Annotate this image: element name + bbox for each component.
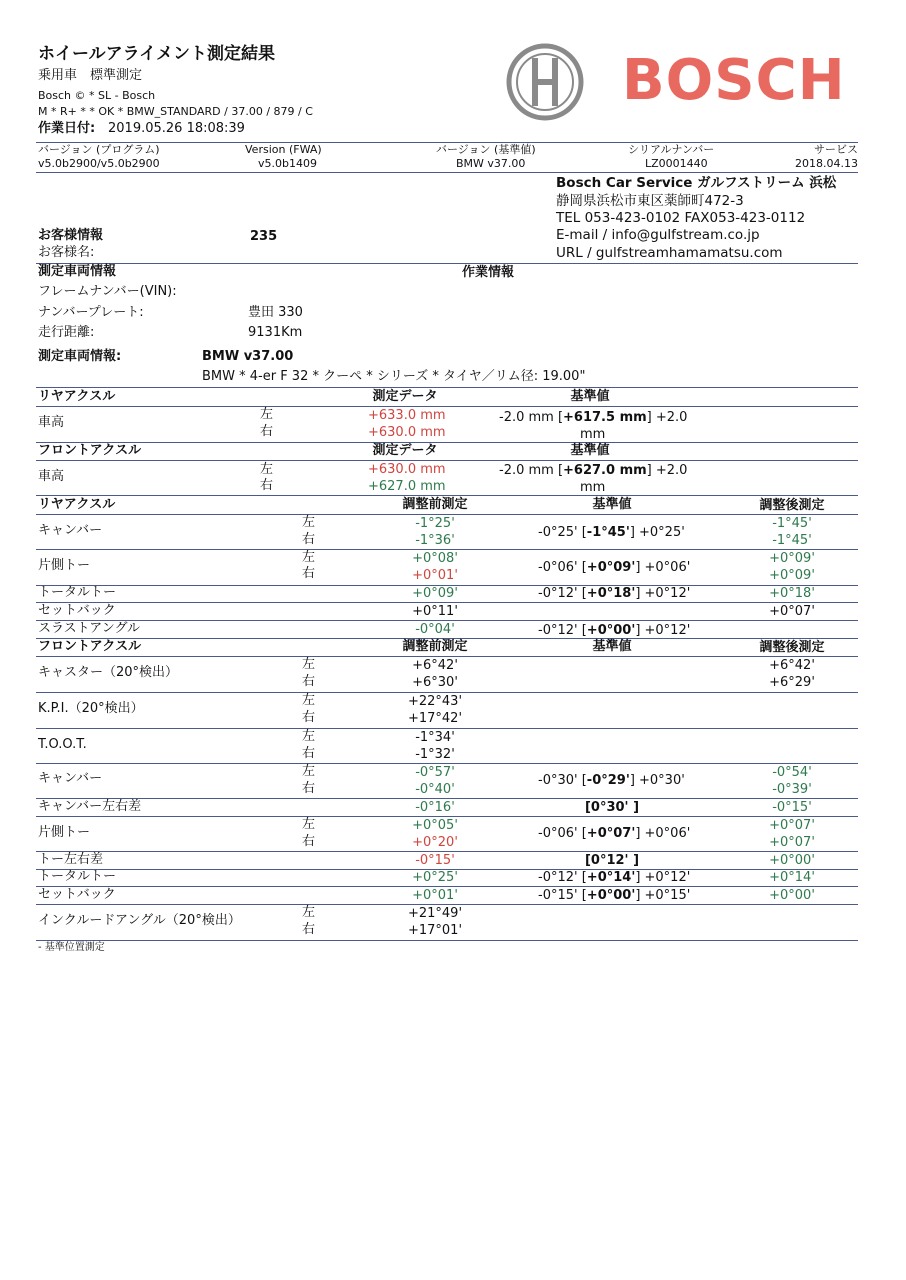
front-ride-height-right: +627.0 mm [368,479,446,494]
right-label: 右 [302,710,316,725]
left-label: 左 [302,729,316,744]
ride-height-spec-header: 基準値 [570,389,610,404]
left-label: 左 [302,657,316,672]
ride-height-spec-header-front: 基準値 [570,443,610,458]
divider [36,514,858,515]
service-label: サービス [814,143,858,156]
front-included-angle-left: +21°49' [407,906,463,921]
customer-info-label: お客様情報 [38,228,104,243]
rear-total-toe-label: トータルトー [38,585,117,600]
work-date-label: 作業日付: [38,121,96,136]
mileage-label: 走行距離: [38,325,95,340]
rear-axle-label: リヤアクスル [38,497,116,512]
front-toe-after-left: +0°07' [769,818,815,833]
divider [36,851,858,852]
right-label: 右 [302,532,316,547]
rear-thrust-label: スラストアングル [38,621,141,636]
serial-number-label: シリアルナンバー [628,143,715,156]
front-camber-after-left: -0°54' [772,765,812,780]
ride-height-rear-row-label: 車高 [38,415,65,430]
rear-total-toe-spec: -0°12' [+0°18'] +0°12' [538,586,691,601]
rear-camber-label: キャンバー [38,523,103,538]
rear-camber-after-left: -1°45' [772,516,812,531]
front-camber-left: -0°57' [415,765,455,780]
work-info-label: 作業情報 [462,265,515,280]
right-label: 右 [302,674,316,689]
front-toot-right: -1°32' [415,747,455,762]
divider [36,602,858,603]
left-label: 左 [302,817,316,832]
front-setback-label: セットバック [38,887,116,902]
ride-height-measured-header: 測定データ [372,389,438,404]
vehicle-spec-value: BMW v37.00 [202,349,294,364]
left-label: 左 [302,515,316,530]
rear-toe-left: +0°08' [412,551,458,566]
front-ride-height-spec: -2.0 mm [+627.0 mm] +2.0 [499,463,688,478]
customer-info-value: 235 [250,229,278,244]
rear-total-toe-after: +0°18' [769,586,815,601]
front-camber-diff-spec: [0°30' ] [584,800,640,815]
front-ride-height-spec-unit: mm [580,480,606,495]
front-included-angle-label: インクルードアングル（20°検出） [38,913,241,928]
ride-height-measured-header-front: 測定データ [372,443,438,458]
right-label: 右 [302,834,316,849]
vehicle-info-label: 測定車両情報 [38,264,117,279]
bosch-armature-logo-icon [505,42,585,122]
divider [36,763,858,764]
divider [36,886,858,887]
rear-ride-height-left: +633.0 mm [368,408,446,423]
rear-ride-height-right: +630.0 mm [368,425,446,440]
version-spec-label: バージョン (基準値) [436,143,536,156]
rear-total-toe-value: +0°09' [412,586,458,601]
front-caster-right: +6°30' [412,675,458,690]
rear-spec-header: 基準値 [592,497,632,512]
report-subtitle: 乗用車 標準測定 [38,68,143,83]
header-line-1: Bosch © * SL - Bosch [38,89,156,102]
left-label: 左 [260,462,274,477]
rear-camber-spec: -0°25' [-1°45'] +0°25' [538,525,685,540]
front-total-toe-value: +0°25' [412,870,458,885]
left-label: 左 [302,905,316,920]
right-label: 右 [302,566,316,581]
right-label: 右 [302,922,316,937]
right-label: 右 [260,478,274,493]
divider [36,263,858,264]
divider [36,406,858,407]
service-value: 2018.04.13 [795,157,858,170]
left-label: 左 [302,764,316,779]
front-ride-height-left: +630.0 mm [368,462,446,477]
shop-tel: TEL 053-423-0102 FAX053-423-0112 [556,210,806,226]
rear-after-header: 調整後測定 [759,498,825,513]
divider [36,460,858,461]
divider [36,549,858,550]
divider [36,692,858,693]
shop-address: 静岡県浜松市東区薬師町472-3 [556,193,744,209]
front-setback-value: +0°01' [412,888,458,903]
divider [36,620,858,621]
rear-camber-left: -1°25' [415,516,455,531]
front-toe-spec: -0°06' [+0°07'] +0°06' [538,826,691,841]
front-toe-right: +0°20' [412,835,458,850]
front-toe-diff-after: +0°00' [769,853,815,868]
plate-label: ナンバープレート: [38,305,144,320]
plate-value: 豊田 330 [248,305,303,320]
ride-height-front-row-label: 車高 [38,469,65,484]
front-camber-label: キャンバー [38,771,103,786]
rear-ride-height-spec: -2.0 mm [+617.5 mm] +2.0 [499,410,688,425]
front-setback-spec: -0°15' [+0°00'] +0°15' [538,888,691,903]
front-toe-diff-spec: [0°12' ] [584,853,640,868]
divider [36,904,858,905]
rear-camber-after-right: -1°45' [772,533,812,548]
version-program-value: v5.0b2900/v5.0b2900 [38,157,160,170]
customer-name-label: お客様名: [38,245,95,260]
divider [36,172,858,173]
front-toot-left: -1°34' [415,730,455,745]
front-camber-right: -0°40' [415,782,455,797]
front-caster-left: +6°42' [412,658,458,673]
left-label: 左 [260,407,274,422]
version-spec-value: BMW v37.00 [456,157,526,170]
rear-setback-label: セットバック [38,603,116,618]
header-line-2: M * R+ * * OK * BMW_STANDARD / 37.00 / 879 / C [38,105,313,118]
rear-setback-after: +0°07' [769,604,815,619]
front-setback-after: +0°00' [769,888,815,903]
front-toe-left: +0°05' [412,818,458,833]
front-kpi-label: K.P.I.（20°検出） [38,701,144,716]
front-after-header: 調整後測定 [759,640,825,655]
front-caster-label: キャスター（20°検出） [38,665,179,680]
front-caster-after-left: +6°42' [769,658,815,673]
front-toe-after-right: +0°07' [769,835,815,850]
left-label: 左 [302,693,316,708]
front-camber-diff-after: -0°15' [772,800,812,815]
vin-label: フレームナンバー(VIN): [38,284,177,299]
rear-toe-after-right: +0°09' [769,568,815,583]
front-kpi-left: +22°43' [407,694,463,709]
shop-email: E-mail / info@gulfstream.co.jp [556,227,760,243]
version-program-label: バージョン (プログラム) [38,143,160,156]
divider [36,495,858,496]
rear-before-header: 調整前測定 [402,497,468,512]
divider [36,387,858,388]
report-title: ホイールアライメント測定結果 [38,44,275,64]
work-date-value: 2019.05.26 18:08:39 [108,121,245,136]
front-before-header: 調整前測定 [402,639,468,654]
front-total-toe-after: +0°14' [769,870,815,885]
rear-setback-value: +0°11' [412,604,458,619]
divider [36,728,858,729]
rear-thrust-value: -0°04' [415,622,455,637]
rear-toe-label: 片側トー [38,558,91,573]
front-caster-after-right: +6°29' [769,675,815,690]
mileage-value: 9131Km [248,325,303,340]
version-fwa-value: v5.0b1409 [258,157,317,170]
right-label: 右 [260,424,274,439]
rear-thrust-spec: -0°12' [+0°00'] +0°12' [538,623,691,638]
ride-height-front-label: フロントアクスル [38,443,142,458]
version-fwa-label: Version (FWA) [245,143,322,156]
divider [36,816,858,817]
divider [36,656,858,657]
front-toot-label: T.O.O.T. [38,737,87,752]
rear-toe-spec: -0°06' [+0°09'] +0°06' [538,560,691,575]
rear-ride-height-spec-unit: mm [580,427,606,442]
serial-number-value: LZ0001440 [645,157,708,170]
front-camber-diff-value: -0°16' [415,800,455,815]
front-axle-label: フロントアクスル [38,639,142,654]
vehicle-spec-label: 測定車両情報: [38,349,122,364]
vehicle-spec-detail: BMW * 4-er F 32 * クーペ * シリーズ * タイヤ／リム径: 19.00" [202,369,586,384]
front-toe-diff-value: -0°15' [415,853,455,868]
right-label: 右 [302,746,316,761]
front-camber-diff-label: キャンバー左右差 [38,799,142,814]
divider [36,940,858,941]
right-label: 右 [302,781,316,796]
footer-note: - 基準位置測定 [38,942,105,953]
bosch-logo: BOSCH [622,48,846,113]
front-camber-after-right: -0°39' [772,782,812,797]
rear-toe-after-left: +0°09' [769,551,815,566]
front-total-toe-spec: -0°12' [+0°14'] +0°12' [538,870,691,885]
shop-name: Bosch Car Service ガルフストリーム 浜松 [556,175,837,191]
front-toe-diff-label: トー左右差 [38,852,104,867]
rear-camber-right: -1°36' [415,533,455,548]
divider [36,798,858,799]
rear-toe-right: +0°01' [412,568,458,583]
front-spec-header: 基準値 [592,639,632,654]
front-total-toe-label: トータルトー [38,869,117,884]
ride-height-rear-label: リヤアクスル [38,389,116,404]
front-included-angle-right: +17°01' [407,923,463,938]
front-toe-label: 片側トー [38,825,91,840]
front-camber-spec: -0°30' [-0°29'] +0°30' [538,773,685,788]
front-kpi-right: +17°42' [407,711,463,726]
left-label: 左 [302,550,316,565]
shop-url: URL / gulfstreamhamamatsu.com [556,245,783,261]
